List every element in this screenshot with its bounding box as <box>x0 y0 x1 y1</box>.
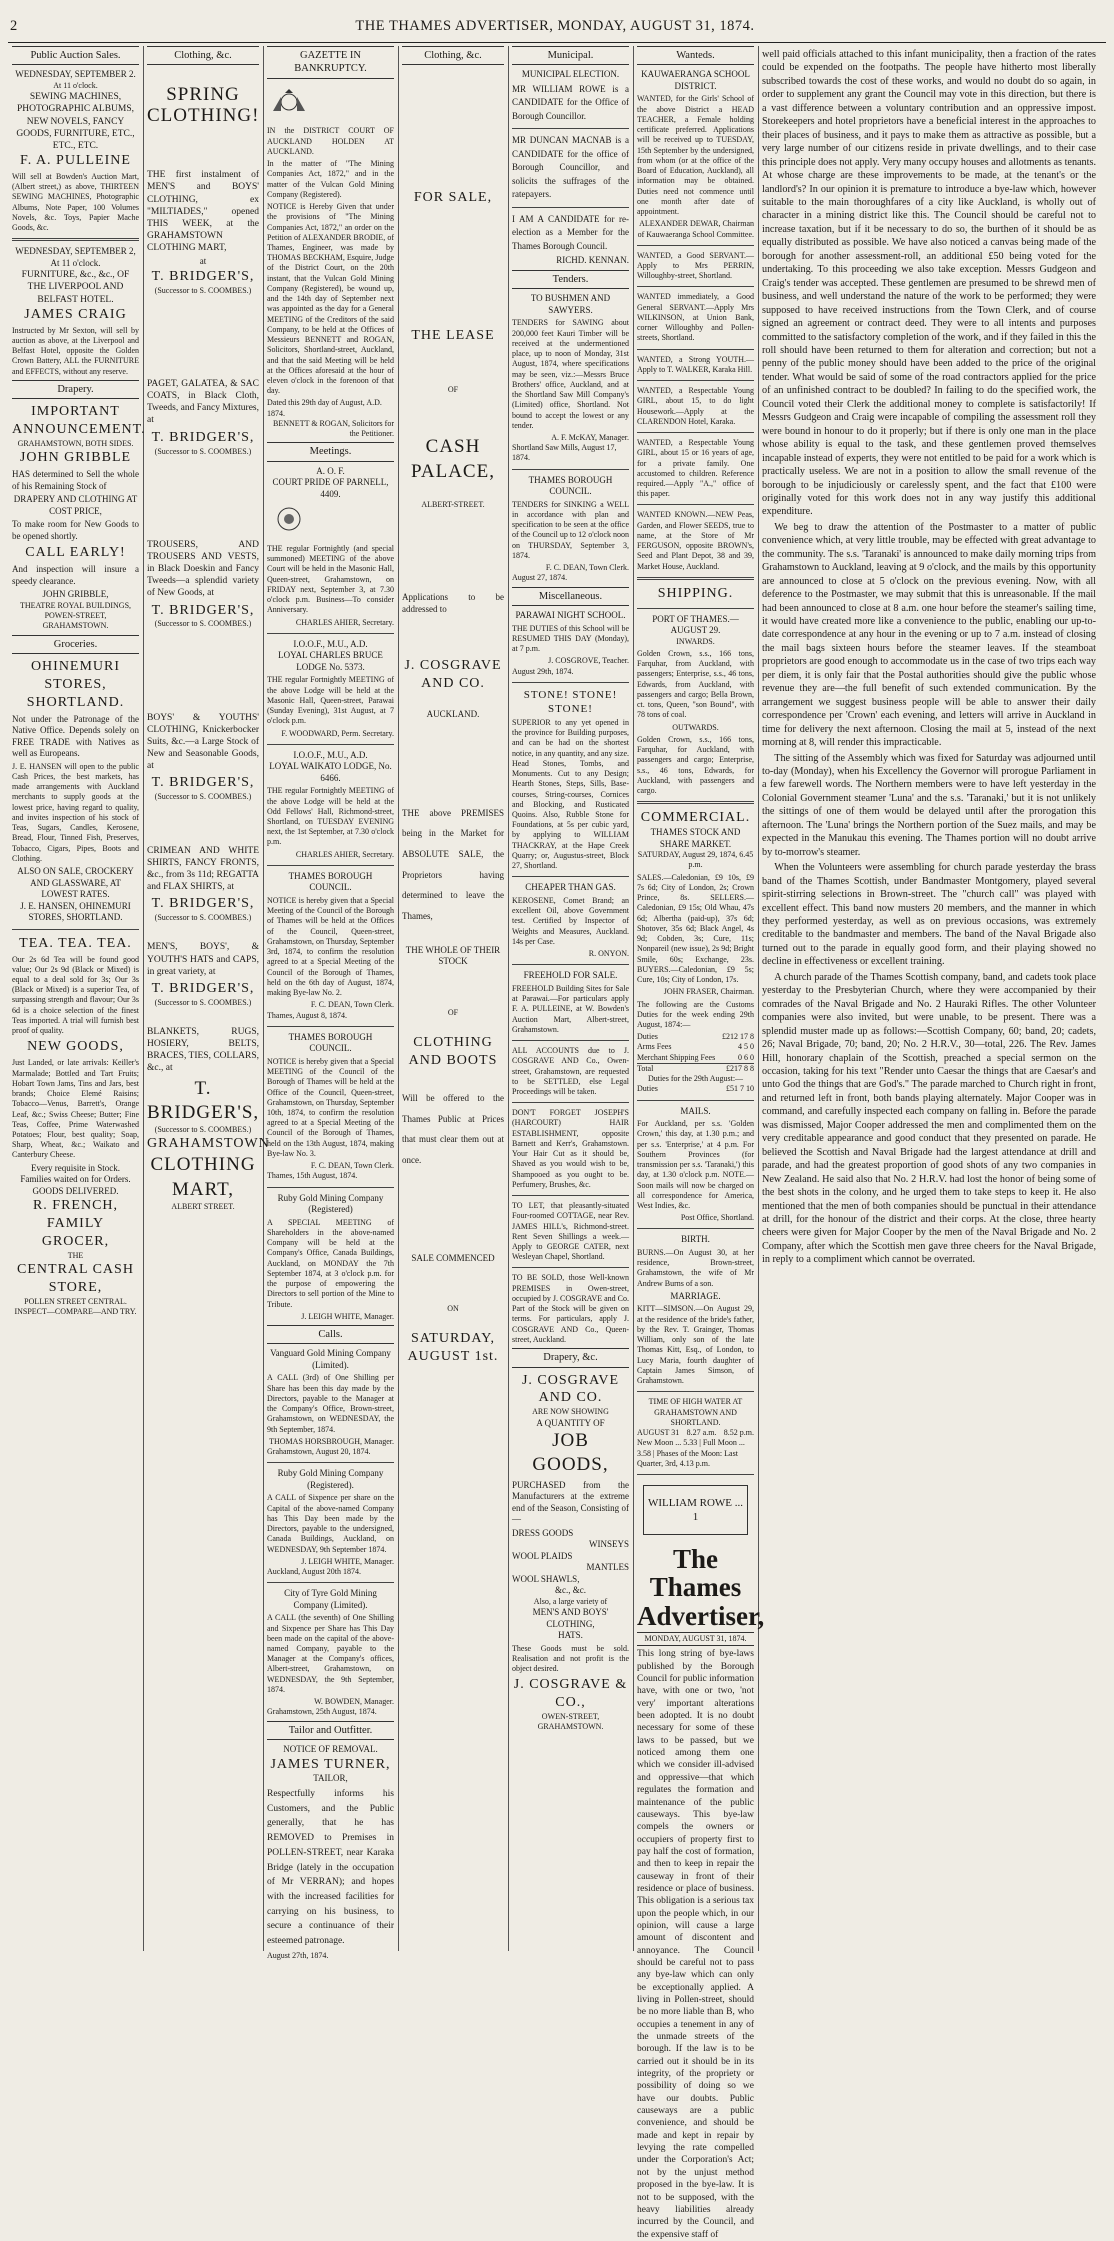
ad-headline: IMPORTANT ANNOUNCEMENT. <box>12 404 146 438</box>
ad-body: And inspection will insure a speedy clearance. <box>12 564 139 586</box>
notice-heading: TO BUSHMEN AND SAWYERS. <box>530 293 611 315</box>
store-name: CASH PALACE, <box>411 436 495 482</box>
port-heading: PORT OF THAMES.—AUGUST 29. <box>652 613 739 636</box>
column-gazette-meetings <box>263 46 398 1960</box>
goods-item: WOOL SHAWLS, <box>512 1573 580 1584</box>
ad-headline: FREEHOLD FOR SALE. <box>523 970 618 981</box>
customs-intro: The following are the Customs Duties for the week ending 29th August, 1874:— <box>637 999 754 1029</box>
goods-item: DRESS GOODS <box>512 1527 574 1538</box>
auction-time: At 11 o'clock. <box>53 80 98 90</box>
ad-body: FREEHOLD Building Sites for Sale at Parawai.—For particulars apply F. A. PULLEINE, at W. Bowden's Auction Mart, Albert-street, Grahamstown. <box>512 983 629 1034</box>
section-heading: Meetings. <box>267 442 394 461</box>
editorial-paragraph: The sitting of the Assembly which was fixed for Saturday was adjourned until to-day (Monday), when his Excellency the Governor will prorogue Parliament in a few farewell words. The Northern members were to have left yesterday in the Colonial Government steamer 'Luna' and the s.s. 'Taranaki,' but it is not unlikely the sittings of one of them would be delayed until after the prorogation this afternoon. The 'Luna' brings the Northern portion of the Suez mails, and may be expected in the Manukau this evening. The Thames portion will no doubt arrive by to-morrow's steamer. <box>762 752 1096 858</box>
notice-signature: J. LEIGH WHITE, Manager. <box>301 1311 394 1321</box>
notice-heading: Vanguard Gold Mining Company (Limited). <box>270 1348 391 1370</box>
goods-item: WINSEYS <box>589 1539 629 1550</box>
ad-highlight: DRAPERY AND CLOTHING AT COST PRICE, <box>13 494 138 516</box>
lodge-society: I.O.O.F., M.U., A.D. <box>293 749 368 760</box>
port-entries: Golden Crown, s.s., 166 tons, Farquhar, for Auckland, with passengers and cargo; Enterprise, s.s., 46 tons, Edwards, for Auckland, with passengers and cargo. <box>637 734 754 796</box>
column-wanteds-shipping <box>633 46 765 2240</box>
notice-date: August 27, 1874. <box>512 573 568 583</box>
port-subheading: OUTWARDS. <box>672 722 719 732</box>
ad-highlight: THE WHOLE OF THEIR STOCK <box>405 944 501 967</box>
auction-goods: SEWING MACHINES, PHOTOGRAPHIC ALBUMS, NEW NOVELS, FANCY GOODS, FURNITURE, ETC., ETC., ETC. <box>16 92 135 151</box>
editorial-paragraph: well paid officials attached to this infant municipality, then a fraction of the rates could be expended on the footpaths. The people have hitherto most liberally subscribed towards the cost of these works, and would no doubt do so again, in order to supplement any grant the Council may vote in this direction, but there is a vast difference between a voluntary contribution and an oppressive impost. Storekeepers and hotel proprietors have a beneficial interest in the approaches to their places of business, and it pays to make them as attractive as possible, but a very large number of our citizens reside in private dwellings, and to their case this principle does not apply. Very many occupy houses and allotments as tenants. At whose charge are these improvements to be made, at the tenant's or the landlord's? In our opinion it is premature to introduce a bye-law which, however suitable to the main thoroughfares of a city like Auckland, is wholly out of character in a mining district like this. The Council should be careful not to increase taxation, but if it be necessary to do so, the burthen of it should be as equally distributed as possible. We have also noticed a canvas being made of the borough for another assessment-roll, an additional £50 being voted for the undertaking. To this proceeding we also take exception. Messrs Gudgeon and Craig's tender was accepted. These gentlemen are presumed to be shrewd men of business, and well understand the nature of the work to be performed; they were supposed to have received instructions from the Town Clerk, and of course signed an agreement or contract deed. They were to all intents and purposes committed to the satisfactory completion of the work, and if they failed in this the roll should have been returned to them for alteration and correction; but not a penny of the public money should have been added to the price of the original tender. What would be said of some of the road contractors applied for the price of an unfinished contract to be doubled? In failing to do the specified work, the Council voted their Clerk the additional money to complete is satisfactorily! If Messrs Gudgeon and Craig were incapable of compiling the assessment roll they were bound in honour to do it properly; but if there is only one man in the place whose ability is equal to the task, and these gentlemen proved themselves incapable instead of experts, they were not entitled to be paid for a work which is practically useless. We are not in a position to allow the small revenue of the borough to be injudiciously or carelessly spent, and the fact that £100 were originally voted for this work does not in any way justify this additional expenditure. <box>762 49 1096 518</box>
section-heading: Drapery, &c. <box>512 1348 629 1367</box>
candidate-result: WILLIAM ROWE ... 1 <box>648 1496 744 1524</box>
merchant-name-large: T. BRIDGER'S, <box>147 1077 260 1123</box>
ad-highlight: HATS. <box>558 1630 583 1641</box>
marriage-notice: KITT—SIMSON.—On August 29, at the residence of the bride's father, by the Rev. T. Grainger, Thomas William, only son of the late Thomas Kitt, Esq., of London, to Lucy Maria, fourth daughter of Captain James Simson, of Grahamstown. <box>637 1304 754 1386</box>
notice-signature: J. COSGROVE, Teacher. <box>548 656 629 666</box>
ad-body: DON'T FORGET JOSEPH'S (HARCOURT) HAIR ESTABLISHMENT, opposite Barnett and Kerr's, Grahamstown. Your Hair Cut as it should be, Shaved as you would wish to be, Shampooed as you ought to be. Perfumery, Brushes, &c. <box>512 1108 629 1189</box>
ad-highlight: MEN'S AND BOYS' CLOTHING, <box>532 1607 609 1629</box>
section-heading: Calls. <box>267 1325 394 1344</box>
wanted-ad: WANTED KNOWN.—NEW Peas, Garden, and Flower SEEDS, true to name, at the Store of Mr FERGUSON, opposite BROWN's, Seed and Plant Depot, 38 and 39, Market House, Auckland. <box>637 510 754 571</box>
merchant-successor: (Successor to S. COOMBES.) <box>154 913 252 923</box>
goods-item: WOOL PLAIDS <box>512 1550 573 1561</box>
ad-headline: CHEAPER THAN GAS. <box>525 882 616 893</box>
ad-line: Every requisite in Stock. <box>31 1162 120 1173</box>
wanted-ad: WANTED immediately, a Good General SERVANT.—Apply Mrs WILKINSON, at Union Bank, corner Willoughby and Pollen-streets, Shortland. <box>637 292 754 343</box>
notice-signature: THOMAS HORSBROUGH, Manager. <box>269 1436 394 1446</box>
leader-date: MONDAY, AUGUST 31, 1874. <box>637 1632 754 1646</box>
election-result-box <box>643 1485 748 1535</box>
store-name: OHINEMURI STORES, SHORTLAND. <box>26 658 125 710</box>
notice-heading: THAMES BOROUGH COUNCIL. <box>288 870 373 893</box>
meeting-body: THE regular Fortnightly MEETING of the above Lodge will be held at the Masonic Hall, Queen-street, Parawai (Sunday Evening), 31st August, at 7 o'clock p.m. <box>267 675 394 726</box>
merchant-name: T. BRIDGER'S, <box>151 896 255 912</box>
store-address: ALBERT STREET. <box>171 1201 235 1211</box>
column-auction-drapery <box>8 46 146 1951</box>
merchant-successor: (Successor to S. COOMBES.) <box>154 997 252 1007</box>
notice-date: Thames, 15th August, 1874. <box>267 1171 358 1181</box>
notice-date: Auckland, August 20th 1874. <box>267 1567 361 1577</box>
notice-heading: THAMES BOROUGH COUNCIL. <box>528 474 613 497</box>
meeting-signature: F. WOODWARD, Perm. Secretary. <box>281 728 394 738</box>
goods-item: &c., &c. <box>555 1585 586 1596</box>
notice-signature: W. BOWDEN, Manager. <box>314 1697 394 1707</box>
wanted-ad: WANTED, a Respectable Young GIRL, about 15, to do light Housework.—Apply at the CLARENDON Hotel, Karaka. <box>637 386 754 426</box>
page-number: 2 <box>10 18 18 34</box>
auctioneer-name: F. A. PULLEINE <box>20 152 131 168</box>
column-editorial <box>758 46 1106 1951</box>
ad-subhead: GRAHAMSTOWN, BOTH SIDES. <box>17 439 134 449</box>
ad-body: Respectfully informs his Customers, and the Public generally, that he has REMOVED to Premises in POLLEN-STREET, near Karaka Bridge (lately in the occupation of Mr VERRAN); and hopes with the increased facilities for carrying on his business, to secure a continuance of their esteemed patronage. <box>267 1789 394 1947</box>
notice-signature: J. LEIGH WHITE, Manager. <box>301 1556 394 1566</box>
lodge-name: COURT PRIDE OF PARNELL, 4409. <box>272 477 389 499</box>
ad-headline: CALL EARLY! <box>25 545 126 561</box>
leader-masthead: The Thames Advertiser, <box>637 1544 765 1631</box>
notice-heading: KAUWAERANGA SCHOOL DISTRICT. <box>641 69 750 91</box>
ad-body: These Goods must be sold. Realisation and not profit is the object desired. <box>512 1643 629 1674</box>
editorial-paragraph: A church parade of the Thames Scottish company, band, and cadets took place yesterday to the Presbyterian Church, where they were accompanied by their comrades of the Naval Brigade and No. 2 Hauraki Rifles. The other Volunteer companies were also invited, but were unable, to be present. There was a splendid muster made up as follows:—Scottish Company, 60; band, 20; cadets, 26; Naval Brigade, 70; band, 20; No. 2 H.R.V., 30—total, 226. The Rev. James Hill, honorary chaplain of the Scottish, preached a special sermon on the occasion, taking for his text "Render unto Caesar the things that are Caesar's and unto God the things that are God's." The parade marched to Church right in front, and returned left in front, both bands playing alternately. Major Cooper was in command, and carefully inspected each company on falling in. Before the parade was dismissed, Major Cooper addressed the men and complimented them on the very creditable appearance and good conduct that they presented on parade. He believed the Scottish and Naval Brigade had the largest attendance at drill and parade, and had the greatest proportion of good shots of any two companies in New Zealand. He said also that No. 2 H.R.V. had lost the honor of being some of the best shots in the colony, and he urged them to take steps to keep it. He also mentioned that the men of both companies should be punctual in their attendance at drill, for the honour of the district and their corps. At the close, three hearty cheers were given for Major Cooper by the men of the Naval Brigade and No. 2 Company, after which the Scottish men gave three cheers for the Naval Brigade, in reply to a compliment which cannot be overrated. <box>762 971 1096 1266</box>
ad-body: Will be offered to the Thames Public at Prices that must clear them out at once. <box>402 1092 504 1165</box>
ad-headline: CLOTHING AND BOOTS <box>408 1035 498 1068</box>
notice-heading: Ruby Gold Mining Company (Registered). <box>277 1468 384 1490</box>
notice-date: Grahamstown, August 20, 1874. <box>267 1447 371 1457</box>
goods-item: MANTLES <box>586 1562 629 1573</box>
notice-body: TENDERS for SINKING a WELL in accordance with plan and specification to be seen at the office of the Council up to 12 o'clock noon on THURSDAY, September 3, 1874. <box>512 499 629 560</box>
ad-body: ALL ACCOUNTS due to J. COSGRAVE AND Co., Owen-street, Grahamstown, are requested to be SETTLED, else Legal Proceedings will be taken. <box>512 1046 629 1096</box>
ad-headline: STONE! STONE! STONE! <box>523 688 618 715</box>
ad-body: CRIMEAN AND WHITE SHIRTS, FANCY FRONTS, &c., from 3s 11d; REGATTA and FLAX SHIRTS, at <box>147 845 259 893</box>
ad-body: THE above PREMISES being in the Market for ABSOLUTE SALE, the Proprietors having determined to leave the Thames, <box>402 807 504 922</box>
royal-crest-icon <box>267 87 311 117</box>
merchant-name: JAMES TURNER, <box>270 1756 391 1772</box>
notice-body: NOTICE is hereby given that a Special Meeting of the Council of the Borough of Thames will be held at the Offices of the Council, Queen-street, Grahamstown, on Thursday, September 3rd, 1874, to confirm the resolution agreed to at a Special Meeting of the Council of the Borough of Thames, held on the 6th day of August, 1874, making Bye-law No. 2. <box>267 895 394 998</box>
masthead <box>10 18 1100 40</box>
notice-body: NOTICE is Hereby Given that under the provisions of "The Mining Companies Act, 1872," an order on the Petition of ALEXANDER BRODIE, of Thames, Engineer, was made by THOMAS BECKHAM, Esquire, Judge of the District Court, on the 20th instant, that the Vulcan Gold Mining Company (Registered), be wound up, and the 14th day of September next was appointed as the day for a General MEETING of the Creditors of the said Company, to be held at the Offices of Messieurs BENNETT and ROGAN, Solicitors, Shortland-street, Auckland, and that the said Meeting will be held at the Offices aforesaid at the hour of eleven o'clock in the forenoon of that day. <box>267 202 394 396</box>
ad-body: MEN'S, BOYS', & YOUTH'S HATS and CAPS, in great variety, at <box>147 942 259 977</box>
notice-date: August 29th, 1874. <box>512 666 574 676</box>
customs-row: Duties £212 17 8 <box>637 1032 754 1042</box>
notice-body: THE DUTIES of this School will be RESUMED THIS DAY (Monday), at 7 p.m. <box>512 623 629 654</box>
ad-highlight: SALE COMMENCED <box>411 1252 495 1263</box>
notice-signature: F. C. DEAN, Town Clerk. <box>310 1000 394 1010</box>
notice-heading: PARAWAI NIGHT SCHOOL. <box>515 610 626 621</box>
store-address: OWEN-STREET, GRAHAMSTOWN. <box>537 1712 604 1732</box>
notice-heading: Ruby Gold Mining Company (Registered) <box>277 1192 384 1215</box>
ad-body: Not under the Patronage of the Native Office. Depends solely on FREE TRADE with Natives as well as Europeans. <box>12 713 139 759</box>
merchant-name: JOHN GRIBBLE <box>19 450 132 466</box>
notice-date: Thames, August 8, 1874. <box>267 1010 347 1020</box>
tide-row: AUGUST 31 8.27 a.m. 8.52 p.m. <box>637 1428 754 1438</box>
ad-body: To make room for New Goods to be opened shortly. <box>12 519 139 541</box>
wanted-ad: WANTED, a Respectable Young GIRL, about 15 or 16 years of age, for a private family. One accustomed to children. Reference required.—Apply "A.," office of this paper. <box>637 438 754 499</box>
court-heading: IN the DISTRICT COURT OF AUCKLAND HOLDEN AT AUCKLAND. <box>267 126 394 156</box>
mails-signature: Post Office, Shortland. <box>680 1213 754 1223</box>
notice-body: I AM A CANDIDATE for re-election as a Member for the Thames Borough Council. <box>512 213 629 251</box>
notice-matter: In the matter of "The Mining Companies Act, 1872," and in the matter of the Vulcan Gold Mining Company (Registered). <box>267 159 394 199</box>
auctioneer-name: JAMES CRAIG <box>24 306 127 322</box>
ad-body: TO LET, that pleasantly-situated Four-roomed COTTAGE, near Rev. JAMES HILL's, Richmond-street. Rent Seven Shillings a week.—Apply to GEORGE CATER, next Wesleyan Chapel, Shortland. <box>512 1201 629 1262</box>
section-heading: Drapery. <box>12 380 139 399</box>
editorial-paragraph: When the Volunteers were assembling for church parade yesterday the brass band of the Thames Scottish, under Bandmaster Montgomery, played several spirit-stirring selections in Brown-street. The "church call" was played with excellent effect. This band now musters 20 members, and the manner in which they performed yesterday, as well as on previous occasions, was extremely creditable to the bandmaster and members. The band of the Naval Brigade also turned out to the parade in equally good form, and their playing showed no decline in effectiveness or excellent training. <box>762 862 1096 968</box>
section-heading: Municipal. <box>512 46 629 65</box>
notice-date: Dated this 29th day of August, A.D. 1874. <box>267 398 382 418</box>
notice-signature: RICHD. KENNAN. <box>556 255 629 266</box>
section-heading: Clothing, &c. <box>147 46 259 65</box>
merchant-name: T. BRIDGER'S, <box>151 775 255 791</box>
merchant-signature: J. E. HANSEN, OHINEMURI STORES, SHORTLAND. <box>20 900 131 923</box>
ad-line: at <box>199 256 207 267</box>
lodge-society: I.O.O.F., M.U., A.D. <box>293 638 368 649</box>
merchant-name: T. BRIDGER'S, <box>151 429 255 445</box>
auction-date: WEDNESDAY, SEPTEMBER 2. <box>15 69 136 80</box>
ad-headline: THE LEASE <box>411 328 495 344</box>
ad-body: J. E. HANSEN will open to the public Cash Prices, the best markets, has made arrangements with Auckland merchants to supply goods at the lowest price, having regard to quality, and invites inspection of his stock of Teas, Sugars, Candles, Kerosene, Bread, Flour, Tinned Fish, Preserves, Tobacco, Cigars, Pipes, Boots and Clothing. <box>12 761 139 863</box>
lodge-name: LOYAL CHARLES BRUCE LODGE No. 5373. <box>278 650 383 672</box>
merchant-trade: FAMILY GROCER, <box>41 1216 110 1250</box>
ad-headline: SATURDAY, AUGUST 1st. <box>407 1331 499 1365</box>
store-location: GRAHAMSTOWN <box>147 1136 270 1152</box>
section-heading: Miscellaneous. <box>512 587 629 606</box>
ad-headline: FOR SALE, <box>413 190 493 206</box>
notice-body: A CALL of Sixpence per share on the Capital of the above-named Company has This Day been made by the Directors, payable to the undersigned, Canada Buildings, Auckland, on WEDNESDAY, 9th September 1874. <box>267 1493 394 1554</box>
notice-heading: City of Tyre Gold Mining Company (Limited). <box>284 1588 377 1610</box>
ad-date: August 27th, 1874. <box>267 1950 329 1960</box>
merchant-successor: (Successor to S. COOMBES.) <box>154 1125 252 1135</box>
section-heading: COMMERCIAL. <box>640 810 751 826</box>
merchant-name: J. COSGRAVE AND CO. <box>521 1372 620 1406</box>
notice-date: Shortland Saw Mills, August 17, 1874. <box>512 443 617 463</box>
store-address: POLLEN STREET CENTRAL. <box>24 1296 127 1306</box>
ad-signature: R. ONYON. <box>588 949 629 959</box>
section-heading: GAZETTE IN BANKRUPTCY. <box>267 46 394 79</box>
notice-date: Grahamstown, 25th August, 1874. <box>267 1707 377 1717</box>
mails-body: For Auckland, per s.s. 'Golden Crown,' this day, at 1.30 p.m.; and per s.s. 'Enterprise,' at 4 p.m. For Southern Provinces (for transmission per s.s. 'Taranaki,') this day, at 1.30 o'clock p.m. NOTE.—Soon mails will now be charged on all correspondence for America, West Indies, &c. <box>637 1119 754 1211</box>
notice-body: MR DUNCAN MACNAB is a CANDIDATE for the office of Borough Councillor, and solicits the suffrages of the ratepayers. <box>512 135 629 200</box>
market-date: SATURDAY, August 29, 1874, 6.45 p.m. <box>637 850 754 870</box>
section-heading: Groceries. <box>12 635 139 654</box>
section-heading: Wanteds. <box>637 46 754 65</box>
notice-body: NOTICE is hereby given that a Special MEETING of the Council of the Borough of Thames will be held at the Office of the Council, Queen-street, Grahamstown, on Thursday, September 10th, 1874, to confirm the resolution agreed to at a Special Meeting of the Council of the Borough of Thames, held on the 13th August, 1874, making Bye-law No. 3. <box>267 1056 394 1158</box>
tide-heading: TIME OF HIGH WATER AT GRAHAMSTOWN AND SHORTLAND. <box>648 1397 743 1427</box>
ad-line: OF <box>447 1007 459 1017</box>
ad-headline: SPRING CLOTHING! <box>147 84 260 127</box>
auction-body: Will sell at Bowden's Auction Mart, (Albert street,) as above, THIRTEEN SEWING MACHINES, Photographic Albums, Note Paper, 100 Volumes Novels, &c. Toys, Papier Mache Goods, &c. <box>12 171 139 233</box>
merchant-name: JOHN GRIBBLE, <box>42 589 109 600</box>
notice-body: A SPECIAL MEETING of Shareholders in the above-named Company will be held at the Company's Office, Canada Buildings, Auckland, on MONDAY the 7th September 1874, at 3 o'clock p.m. for the purpose of empowering the Directors to sell portion of the Mine to Tribute. <box>267 1217 394 1309</box>
ad-line: OF <box>447 385 459 395</box>
column-municipal-tenders <box>508 46 633 1951</box>
notice-signature: A. F. McKAY, Manager. <box>551 433 629 443</box>
merchant-address: THEATRE ROYAL BUILDINGS, POWEN-STREET, GRAHAMSTOWN. <box>19 600 132 631</box>
customs-row: Arms Fees 4 5 0 <box>637 1042 754 1052</box>
auction-date: WEDNESDAY, SEPTEMBER 2, At 11 o'clock. <box>15 246 136 268</box>
ad-line: ARE NOW SHOWING <box>532 1407 609 1417</box>
customs-total: Total £217 8 8 <box>637 1063 754 1073</box>
ad-body: Applications to be addressed to <box>402 592 504 614</box>
auction-goods: FURNITURE, &c., &c., OF THE LIVERPOOL AND BELFAST HOTEL. <box>21 270 130 305</box>
notice-body: MR WILLIAM ROWE is a CANDIDATE for the Office of Borough Councillor. <box>512 83 629 121</box>
lodge-society: A. O. F. <box>316 465 345 476</box>
notice-signature: F. C. DEAN, Town Clerk. <box>545 563 629 573</box>
wanted-ad: WANTED, a Strong YOUTH.—Apply to T. WALKER, Karaka Hill. <box>637 354 754 374</box>
meeting-signature: CHARLES AHIER, Secretary. <box>295 849 394 859</box>
ad-line: INSPECT—COMPARE—AND TRY. <box>14 1307 137 1317</box>
ad-body: SUPERIOR to any yet opened in the province for Building purposes, and can be had on the shortest notice, in any quantity, and any size. Head Stones, Tombs, and Monuments. Cut to any Design; Hearth Stones, Steps, Sills, Base-courses, String-courses, Cornices and Blocking, and Rusticated Quoins. Also, Rubble Stone for Foundations, at 5s per cubic yard, by applying to WILLIAM THACKRAY, at the Hape Creek Quarry; or, Augustus-street, Block 27, Shortland. <box>512 717 629 871</box>
meeting-signature: CHARLES AHIER, Secretary. <box>295 617 394 627</box>
ad-line: ON <box>447 1304 459 1314</box>
ad-body: THE first instalment of MEN'S and BOYS' CLOTHING, ex "MILTIADES," opened THIS WEEK, at the GRAHAMSTOWN CLOTHING MART, <box>147 170 259 254</box>
ad-headline: JOB GOODS, <box>532 1430 609 1476</box>
ad-body: Just Landed, or late arrivals: Keiller's Marmalade; Bottled and Tart Fruits; Hobart Town Jams, Tins and Jars, best brands; Choice Elemé Raisins; Tobacco—Venus, Barrett's, Orange Leaf, &c.; Swiss Cheese; Butter; Fine Teas, Coffee, Prime Waterwashed Potatoes; Flour, best quality; Soap, Sharp, Wheat, &c.; Waikato and Canterbury Cheese. <box>12 1058 139 1160</box>
ad-body: TROUSERS, AND TROUSERS AND VESTS, in Black Doeskin and Fancy Tweeds—a splendid variety of New Goods, at <box>147 539 259 599</box>
section-heading: Public Auction Sales. <box>12 46 139 65</box>
notice-body: TENDERS for SAWING about 200,000 feet Kauri Timber will be received at the undermentioned place, up to noon of Monday, 31st August, 1874, where specifications may be seen, viz.:—Messrs Bruce Brothers' office, Auckland, and at the Shortland Saw Mill Company's (Limited) office, Shortland. Not bound to accept the lowest or any tender. <box>512 318 629 430</box>
market-heading: THAMES STOCK AND SHARE MARKET. <box>650 827 741 849</box>
notice-body: A CALL (the seventh) of One Shilling and Sixpence per Share has This Day been made on the capital of the above-named Company, payable to the Manager at the Company's offices, Albert-street, Grahamstown, on WEDNESDAY, the 9th September, 1874. <box>267 1613 394 1694</box>
merchant-name: J. COSGRAVE & CO., <box>513 1677 628 1711</box>
ad-body: BOYS' & YOUTHS' CLOTHING, Knickerbocker Suits, &c.—a Large Stock of New and Seasonable Goods, at <box>147 712 259 772</box>
ad-body: Our 2s 6d Tea will be found good value; Our 2s 9d (Black or Mixed) is equal to a deal sold for 3s; Our 3s (Black or Mixed) is a superior Tea, of surpassing strength and flavour; Our 3s 6d is a choice selection of the finest Teas imported. A trial will furnish best proof of quality. <box>12 954 139 1036</box>
notice-body: WANTED, for the Girls' School of the above District a HEAD TEACHER, a Female holding certificate preferred. Applications will be received up to TUESDAY, 15th September by the undersigned, from whom (or at the office of the Board of Education, Auckland), all information may be obtained. Duties need not commence until one month after date of appointment. <box>637 94 754 217</box>
port-entries: Golden Crown, s.s., 166 tons, Farquhar, from Auckland, with passengers; Enterprise, s.s., 46 tons, Edwards, from Auckland, with passengers and cargo; Bella Brown, ct. tons, Queen, "son Bound", with 78 tons of coal. <box>637 649 754 720</box>
notice-body: A CALL (3rd) of One Shilling per Share has been this day made by the Directors, payable to the Manager at the Company's Office, Brown-street, Grahamstown, on WEDNESDAY, the 9th September, 1874. <box>267 1373 394 1434</box>
customs-row: Merchant Shipping Fees 0 6 0 <box>637 1052 754 1062</box>
merchant-name: T. BRIDGER'S, <box>151 980 255 996</box>
notice-heading: BIRTH. <box>681 1234 710 1245</box>
notice-signature: F. C. DEAN, Town Clerk. <box>310 1161 394 1171</box>
section-heading: SHIPPING. <box>657 585 734 601</box>
merchant-successor: (Successor to S. COOMBES.) <box>154 446 252 456</box>
meeting-body: THE regular Fortnightly MEETING of the above Lodge will be held at the Odd Fellows' Hall, Richmond-street, Shortland, on TUESDAY EVENING next, the 1st September, at 7.30 o'clock p.m. <box>267 786 394 847</box>
store-name: CLOTHING MART, <box>150 1154 256 1200</box>
merchant-successor: (Successor to S. COOMBES.) <box>154 285 252 295</box>
customs-row: Duties £51 7 10 <box>637 1084 754 1094</box>
section-heading: Tailor and Outfitter. <box>267 1721 394 1740</box>
market-signature: JOHN FRASER, Chairman. <box>663 987 754 997</box>
merchant-name: R. FRENCH, <box>32 1198 119 1214</box>
ad-line: Also, a large variety of <box>533 1596 608 1606</box>
notice-signature: BENNETT & ROGAN, Solicitors for the Petitioner. <box>273 418 394 439</box>
ad-headline: NEW GOODS, <box>27 1039 124 1055</box>
ad-body: BLANKETS, RUGS, HOSIERY, BELTS, BRACES, TIES, COLLARS, &c., at <box>147 1026 259 1074</box>
ad-headline: NOTICE OF REMOVAL. <box>283 1744 378 1755</box>
merchant-successor: (Successor to S. COOMBES.) <box>154 619 252 629</box>
store-address: ALBERT-STREET. <box>421 500 485 510</box>
merchant-successor: (Successor to S. COOMBES.) <box>154 792 252 802</box>
column-clothing-bridger <box>143 46 270 1951</box>
society-emblem-icon <box>267 504 311 534</box>
notice-heading: MARRIAGE. <box>670 1290 721 1301</box>
merchant-name: T. BRIDGER'S, <box>151 268 255 284</box>
ad-line: A QUANTITY OF <box>536 1417 605 1428</box>
wanted-ad: WANTED, a Good SERVANT.—Apply to Mrs PERRIN, Willoughby-street, Shortland. <box>637 250 754 281</box>
ad-body: TO BE SOLD, those Well-known PREMISES in Owen-street, occupied by J. COSGRAVE and Co. Part of the Stock will be given on terms. For particulars, apply J. COSGRAVE AND Co., Queen-street, Auckland. <box>512 1273 629 1344</box>
column-cash-palace <box>398 46 508 1951</box>
meeting-body: THE regular Fortnightly (and special summoned) MEETING of the above Court will be held in the Masonic Hall, Queen-street, Grahamstown, on FRIDAY next, September 3, at 7.30 o'clock p.m. Business—To consider Anniversary. <box>267 543 394 615</box>
merchant-name: T. BRIDGER'S, <box>151 602 255 618</box>
auction-body: Instructed by Mr Sexton, will sell by auction as above, at the Liverpool and Belfast Hotel, opposite the Golden Crown Battery, ALL the FURNITURE and EFFECTS, without any reserve. <box>12 325 139 376</box>
notice-heading: MUNICIPAL ELECTION. <box>521 69 620 80</box>
editorial-paragraph: We beg to draw the attention of the Postmaster to a matter of public convenience which, at very little trouble, may be effected with great advantage to the community. The s.s. 'Taranaki' is announced to make daily morning trips from Grahamstown to Auckland, leaving at 9 o'clock, and the mails by this opportunity are announced to close at 5 o'clock on the previous evening. Now, with all deference to the Postmaster, we may submit that this is unreasonable. If the mail had been announced to close at 8 a.m. one hour before the steamer's sailing time, it would have created more like a convenience to the public, enabling our up-to-date correspondence at any hour in the evening or up to 7 a.m. instead of closing the mail bags sixteen hours before the steamer leaves. If the steamboat proprietors are good enough to accommodate us in the case of two trips each way per diem, it is only fair that the Postal authorities should give the public whose revenue they are—the full benefit of such extended communication. By the arrangement we suggest business people will be able to answer their daily correspondence per 'Crown' each evening, and letters will arrive in Auckland in time for delivery the next afternoon. Closing the mail at 5, instead of the next morning at 8, will render this impracticable. <box>762 521 1096 749</box>
mails-heading: MAILS. <box>680 1105 711 1116</box>
store-location: AUCKLAND. <box>426 709 480 720</box>
port-subheading: INWARDS. <box>676 636 715 646</box>
ad-body: KEROSENE, Comet Brand; an excellent Oil, above Government test. Certified by Inspector of Weights and Measures, Auckland. 14s per Case. <box>512 895 629 946</box>
customs-note: Duties for the 29th August:— <box>647 1074 744 1084</box>
ad-highlight: ALSO ON SALE, CROCKERY AND GLASSWARE, AT LOWEST RATES. <box>17 866 134 900</box>
leader-text: This long string of bye-laws published by the Borough Council for public information have, with one or two, 'not very' important alterations been adopted. It is no doubt necessary for some of these laws to be passed, but we noticed among them one which we consider ill-advised and oppressive—that which regulates the formation and maintenance of the public causeways. This bye-law compels the owners or occupiers of property first to pay half the cost of formation, and then to keep in repair the causeway in front of their residence or place of business. This obligation is a serious tax upon the people which, in our opinion, will cause a large amount of discontent and annoyance. The Council should be careful not to pass any bye-law which can only be exceptionally applied. A living in Pollen-street, should be no more liable than B, who occupies a tenement in any of the unmade streets of the borough. If the law is to be carried out it should be in its integrity, of the propriety or possibility of doing so we have our doubts. Public causeways are a public convenience, and should be made and kept in repair by levying the rate compelled under the Corporation's Act; not by the unjust method proposed in the bye-law. It is not to be supposed, with the heavy liabilities already incurred by the Council, and the expensive staff of <box>637 1649 754 2240</box>
ad-line: THE <box>67 1250 84 1260</box>
moon-phases: New Moon ... 5.33 | Full Moon ... 3.58 | Phases of the Moon: Last Quarter, 3rd, 4.13 p.m. <box>637 1438 745 1468</box>
ad-headline: TEA. TEA. TEA. <box>19 935 132 951</box>
notice-signature: ALEXANDER DEWAR, Chairman of Kauwaeranga School Committee. <box>637 219 754 239</box>
ad-line: Families waited on for Orders. <box>20 1174 131 1185</box>
merchant-name: J. COSGRAVE AND CO. <box>404 658 502 692</box>
merchant-trade: TAILOR, <box>313 1773 348 1784</box>
market-body: SALES.—Caledonian, £9 10s, £9 7s 6d; City of London, 2s; Crown Prince, 8s. SELLERS.—Caledonian, £9 15s; Old Whau, 47s 6d; Albertha (paid-up), 37s 6d; Shotover, 35s 6d; Black Angel, 4s 9d; Cobden, 3s; Cure, 11s; Nonpareil (new issue), 2s 9d; Bright Smile, 60s; Exchange, 23s. BUYERS.—Caledonian, £9 5s; Cure, 10s; City of London, 17s. <box>637 872 754 985</box>
lodge-name: LOYAL WAIKATO LODGE, No. 6466. <box>269 761 392 783</box>
notice-heading: THAMES BOROUGH COUNCIL. <box>288 1031 373 1054</box>
ad-line: GOODS DELIVERED. <box>32 1185 119 1196</box>
newspaper-title: THE THAMES ADVERTISER, MONDAY, AUGUST 31, 1874. <box>355 18 755 34</box>
masthead-rule <box>8 42 1106 43</box>
section-heading: Tenders. <box>512 270 629 289</box>
ad-body: PURCHASED from the Manufacturers at the extreme end of the Season, Consisting of— <box>512 1479 629 1525</box>
birth-notice: BURNS.—On August 30, at her residence, Brown-street, Grahamstown, the wife of Mr Andrew Burns of a son. <box>637 1248 754 1288</box>
ad-body: HAS determined to Sell the whole of his Remaining Stock of <box>12 469 139 491</box>
section-heading: Clothing, &c. <box>402 46 504 65</box>
ad-body: PAGET, GALATEA, & SAC COATS, in Black Cloth, Tweeds, and Fancy Mixtures, at <box>147 378 259 426</box>
store-name: CENTRAL CASH STORE, <box>17 1262 134 1296</box>
